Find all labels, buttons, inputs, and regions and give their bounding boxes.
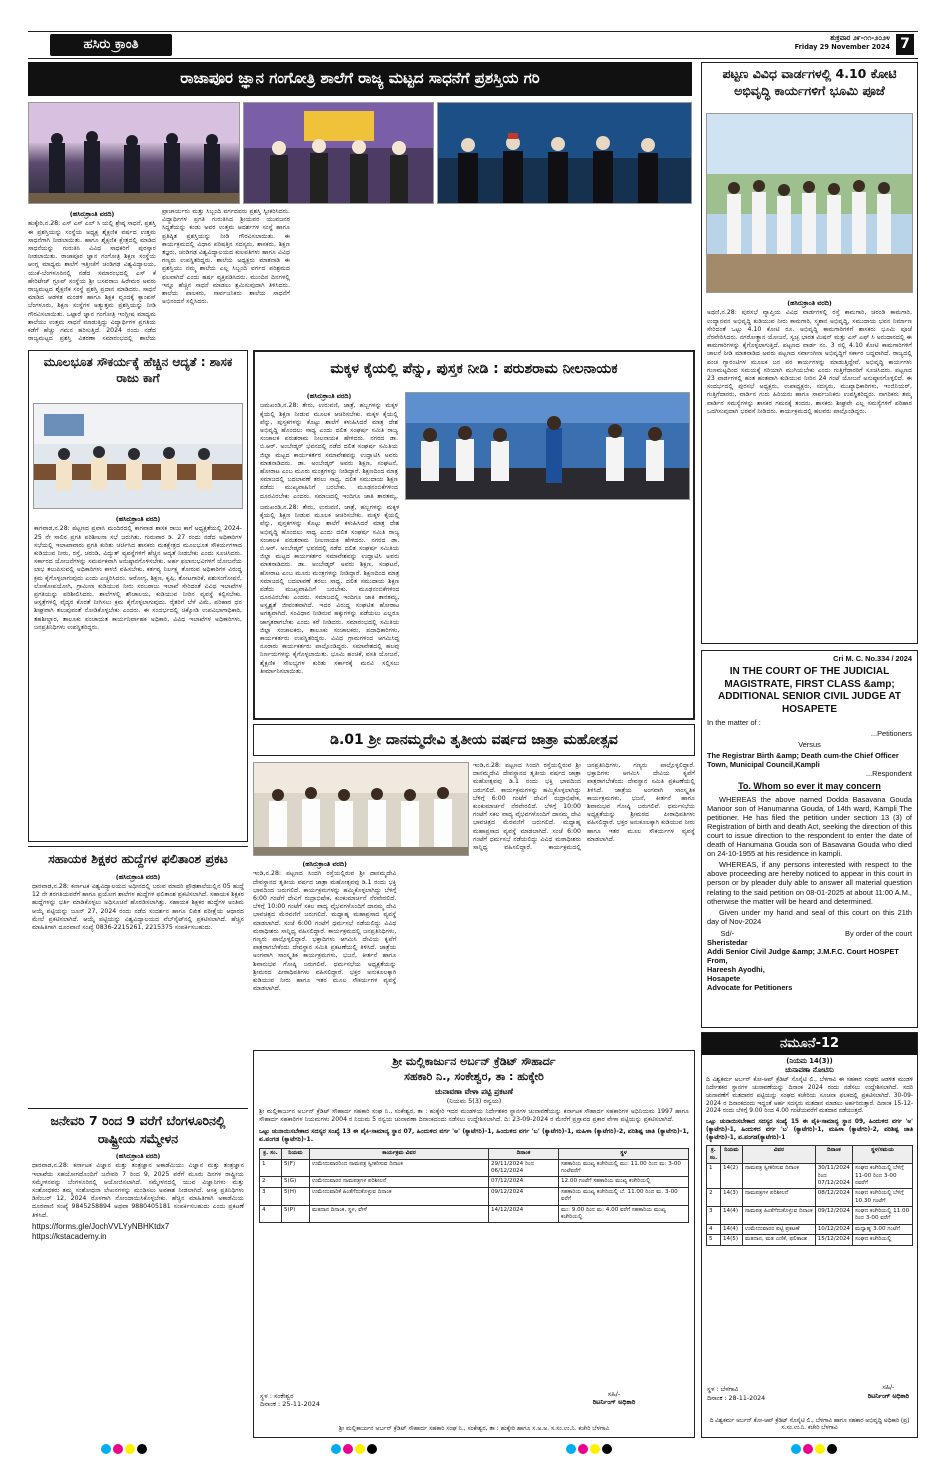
registration-dot-yellow — [125, 1444, 135, 1454]
moolabhootha-box — [28, 350, 248, 842]
form12-officer: ರಿಟರ್ನಿಂಗ್ ಅಧಿಕಾರಿ — [867, 1392, 909, 1400]
mallikarjun-sd: ಸಹಿ/- — [607, 1389, 621, 1398]
rajapura-photo-1 — [28, 102, 240, 204]
registration-dot-magenta — [578, 1444, 588, 1454]
table-row: 1 14(2) ನಾಮಪತ್ರ ಸ್ವೀಕರಿಸುವ ದಿನಾಂಕ 30/11/2024 ರಿಂದ 07/12/2024 ಸಂಘದ ಕಚೇರಿಯಲ್ಲಿ ಬೆಳಿಗ್ಗೆ 11-00 ರಿಂದ 3-00 ರವರೆಗೆ — [707, 1164, 913, 1189]
table-row: 2 14(3) ನಾಮಪತ್ರಗಳ ಪರಿಶೀಲನೆ 08/12/2024 ಸಂಘದ ಕಚೇರಿಯಲ್ಲಿ ಬೆಳಿಗ್ಗೆ 10.30 ಗಂಟೆಗೆ — [707, 1189, 913, 1207]
registration-dot-black — [827, 1444, 837, 1454]
registration-dot-yellow — [590, 1444, 600, 1454]
rajapura-headline: ರಾಜಾಪೂರ ಜ್ಞಾನ ಗಂಗೋತ್ರಿ ಶಾಲೆಗೆ ರಾಜ್ಯ ಮಟ್ಟದ ಸಾಧನೆಗೆ ಪ್ರಶಸ್ತಿಯ ಗರಿ — [28, 62, 692, 96]
table-row: 1 5(F) ಉಮೇದುವಾರರಿಂದ ನಾಮಪತ್ರ ಸ್ವೀಕರಿಸುವ ದಿನಾಂಕ 29/11/2024 ರಿಂದ 06/12/2024 ಸಹಕಾರಿಯ ಮುಖ್ಯ ಕಚೇರಿಯಲ್ಲಿ ಮು: 11.00 ರಿಂದ ಮ: 3-00 ಗಂಟೆವರೆಗೆ — [260, 1159, 689, 1177]
makkala-headline: ಮಕ್ಕಳ ಕೈಯಲ್ಲಿ ಪೆನ್ನು, ಪುಸ್ತಕ ನೀಡಿ : ಪರುಶರಾಮ ನೀಲನಾಯಕ — [330, 361, 618, 377]
registration-dot-magenta — [113, 1444, 123, 1454]
moolabhootha-photo — [33, 403, 243, 509]
registration-dot-black — [137, 1444, 147, 1454]
court-to-whom: To. Whom so ever it may concern — [738, 781, 881, 792]
mallikarjun-table-header: ಕ್ರ. ಸಂ. ನಿಯಮ ಕಾರ್ಯಕ್ರಮ ವಿವರ ದಿನಾಂಕ ಸ್ಥಳ — [260, 1149, 689, 1159]
danamma-headline: ಡಿ.01 ಶ್ರೀ ದಾನಮ್ಮದೇವಿ ತೃತೀಯ ವರ್ಷದ ಜಾತ್ರಾ ಮಹೋತ್ಸವ — [253, 724, 695, 756]
january-credit: (ಹಸಿರುಕ್ರಾಂತಿ ವರದಿ) — [115, 1152, 161, 1160]
mallikarjun-intro: ಶ್ರೀ ಮಲ್ಲಿಕಾರ್ಜುನ ಅರ್ಬನ್ ಕ್ರೆಡಿಟ್ ಸೌಹಾರ್ದ ಸಹಕಾರಿ ಸಂಘ ನಿ., ಸಂಕೇಶ್ವರ, ತಾ : ಹುಕ್ಕೇರಿ ಇದರ ಮಂಡಳಿಯ ನಿರ್ದೇಶಕರ ಸ್ಥಾನಗಳ ಚುನಾವಣೆಯನ್ನು ಕರ್ನಾಟಕ ಸೌಹಾರ್ದ ಸಹಕಾರಿಗಳ ಅಧಿನಿಯಮ 1997 ಹಾಗೂ ಸೌಹಾರ್ದ ಸಹಕಾರಿಗಳ ನಿಯಮಗಳು 2004 ರ ನಿಯಮ 5 ರನ್ವಯ ಚುನಾವಣಾ ದಿನಾಂಕದಂದು ನಡೆಸಲು ಉದ್ದೇಶಿಸಲಾಗಿದೆ. ದಿ: 23-09-2024 ರ ಮೇರೆಗೆ ಪ್ರಸ್ತಾವದ ಪ್ರಕಾರ ವೇಳಾ ಪಟ್ಟಿಯನ್ನು ಪ್ರಕಟಿಸಲಾಗಿದೆ. — [259, 1107, 689, 1123]
table-row: 4 5(P) ಮತದಾನ ದಿನಾಂಕ, ಸ್ಥಳ, ವೇಳೆ 14/12/2024 ಮು: 9.00 ರಿಂದ ಮ: 4.00 ವರೆಗೆ ಸಹಕಾರಿಯ ಮುಖ್ಯ ಕಚೇರಿಯಲ್ಲಿ — [260, 1205, 689, 1223]
masthead-bar — [28, 31, 918, 59]
court-sheristedar: Sheristedar — [707, 937, 748, 947]
form12-sd: ಸಹಿ/- — [882, 1384, 895, 1392]
registration-marks — [0, 1442, 945, 1458]
form12-date: ದಿನಾಂಕ : 28-11-2024 — [707, 1394, 766, 1402]
pattana-box — [701, 62, 918, 644]
mallikarjun-rule: (ನಿಯಮ 5(3) ರನ್ವಯ) — [446, 1096, 502, 1105]
january-box — [28, 1108, 248, 1438]
court-respondent-label: ...Respondent — [865, 769, 912, 779]
danamma-photo — [253, 762, 469, 856]
court-judge-line: Addi Senior Civil Judge &amp; J.M.F.C. Court HOSPET — [707, 946, 899, 956]
mallikarjun-title-1: ಶ್ರೀ ಮಲ್ಲಿಕಾರ್ಜುನ ಅರ್ಬನ್ ಕ್ರೆಡಿಟ್ ಸೌಹಾರ್ದ — [392, 1055, 556, 1068]
registration-dot-cyan — [101, 1444, 111, 1454]
registration-dot-cyan — [566, 1444, 576, 1454]
mallikarjun-title-2: ಸಹಕಾರಿ ನಿ., ಸಂಕೇಶ್ವರ, ತಾ : ಹುಕ್ಕೇರಿ — [404, 1069, 544, 1083]
makkala-box — [253, 350, 695, 720]
january-headline: ಜನೇವರಿ 7 ರಿಂದ 9 ವರೆಗೆ ಬೆಂಗಳೂರಿನಲ್ಲಿ ರಾಷ್ಟ್ರೀಯ ಸಮ್ಮೇಳನ — [50, 1113, 226, 1146]
form12-subtitle: ಚುನಾವಣಾ ನೋಟಿಸು — [785, 1065, 834, 1074]
sahayaka-body: ಧಾರವಾಡ,ನ.28: ಕರ್ನಾಟಕ ವಿಶ್ವವಿದ್ಯಾಲಯದ ಅಧೀನದಲ್ಲಿ ಬರುವ ಮಾದರಿ ಪ್ರೌಢಶಾಲೆಯಲ್ಲಿನ 05 ಹುದ್ದೆ 12 ನೇ ತರಗತಿಯವರೆಗೆ ಹಾಗೂ ಪ್ರಯೋಗ ಶಾಲೆಗಳ ಹುದ್ದೆಗಳ ಫಲಿತಾಂಶ ಪ್ರಕಟಿಸಲಾಗಿದೆ. ಸಹಾಯಕ ಶಿಕ್ಷಕರ ಹುದ್ದೆಗಳನ್ನು ಭರ್ತಿ ಮಾಡಿಕೊಳ್ಳಲು ಅಧಿಸೂಚನೆ ಹೊರಡಿಸಲಾಗಿತ್ತು. ಸಹಾಯಕ ಶಿಕ್ಷಕರ ಹುದ್ದೆಗಳ ಅಂತಿಮ ಆಯ್ಕೆ ಪಟ್ಟಿಯನ್ನು ಜೂನ್ 27, 2024 ರಂದು ನಡೆದ ಸಂದರ್ಶನ ಹಾಗೂ ಲಿಖಿತ ಪರೀಕ್ಷೆಯ ಆಧಾರದ ಮೇಲೆ ಪ್ರಕಟಿಸಲಾಗಿದೆ. ಆಯ್ಕೆ ಪಟ್ಟಿಯನ್ನು ವಿಶ್ವವಿದ್ಯಾಲಯದ ವೆಬ್‍ಸೈಟ್‍ನಲ್ಲಿ ಪ್ರಕಟಿಸಲಾಗಿದೆ. ಹೆಚ್ಚಿನ ಮಾಹಿತಿಗಾಗಿ ದೂರವಾಣಿ ಸಂಖ್ಯೆ 0836-2215261, 2215375 ಸಂಪರ್ಕಿಸಬಹುದು. — [32, 882, 244, 931]
court-name: IN THE COURT OF THE JUDICIAL MAGISTRATE, FIRST CLASS &amp; ADDITIONAL SENIOR CIVIL JUDGE AT HOSAPETE — [718, 666, 901, 715]
rajapura-body: ಹುಕ್ಕೇರಿ,ನ.28: ಎಸ್ ಎಸ್ ಎಲ್ ಸಿ ಯಲ್ಲಿ ಶ್ರೇಷ್ಠ ಸಾಧನೆ, ಪ್ರಶಸ್ತಿ ಈ ಪ್ರಶಸ್ತಿಯನ್ನು ಸಂಸ್ಥೆಯ ಅಧ್ಯಕ್ಷ ಶೈಕ್ಷಣಿಕ ವರ್ಷದ ಉತ್ತಮ ಸಾಧನೆಗಾಗಿ ನೀಡಲಾಯಿತು. ಹಾಗೂ ಶೈಕ್ಷಣಿಕ ಕ್ಷೇತ್ರದಲ್ಲಿ ಮಾಡಿದ ಸಾಧನೆಯನ್ನು ಗುರುತಿಸಿ ವಿವಿಧ ಸಾಧಕರಿಗೆ ಪುರಸ್ಕಾರ ನೀಡಲಾಯಿತು. ರಾಜಾಪೂರ ಜ್ಞಾನ ಗಂಗೋತ್ರಿ ಶಿಕ್ಷಣ ಸಂಸ್ಥೆಯ ಆಂಗ್ಲ ಮಾಧ್ಯಮ ಶಾಲೆಗೆ ಇತ್ತೀಚೆಗೆ ಚಂಡಿಗಢ ವಿಶ್ವವಿದ್ಯಾಲಯ, ಯುಕೆ-ಬೆಂಗಳೂರಿನಲ್ಲಿ ನಡೆದ ಸಮಾರಂಭದಲ್ಲಿ ಎಸ್ ಕೆ ಹೇರಿಟೇಜ್ ಗ್ರೂಪ್ ಸಂಸ್ಥೆಯ ಶ್ರೀ ಬಸವರಾಜ ಹಿರೇಮಠ ಅವರು ರಾಜ್ಯಮಟ್ಟದ ಶೈಕ್ಷಣಿಕ ಸಂಸ್ಥೆ ಪ್ರಶಸ್ತಿ ಪ್ರದಾನ ಮಾಡಿದರು. ಸಾಧನೆ ಮಾಡಿದ ಆಡಳಿತ ಮಂಡಳಿ ಹಾಗೂ ಶಿಕ್ಷಕ ವೃಂದಕ್ಕೆ ಕ್ಯಾಂಪಸ್ ಬೆಂಗಳೂರು, ಶಿಕ್ಷಣ ಸಂಸ್ಥೆಗಳ ಅತ್ಯುತ್ತಮ ಪ್ರಶಸ್ತಿಯನ್ನು ನೀಡಿ ಗೌರವಿಸಲಾಯಿತು. ಒಟ್ಟಾರೆ ಜ್ಞಾನ ಗಂಗೋತ್ರಿ ಇಂಗ್ಲೀಷ ಮಾಧ್ಯಮ ಶಾಲೆಯು ಉತ್ತಮ ಸಾಧನೆ ಮಾಡುತ್ತಿದ್ದು ವಿದ್ಯಾರ್ಥಿಗಳ ಪ್ರಗತಿಯ ಕಡೆಗೆ ಹೆಚ್ಚು ಗಮನ ಹರಿಸುತ್ತಿದೆ. 2024 ರಂದು ನಡೆದ ರಾಜ್ಯಮಟ್ಟದ ಪ್ರಶಸ್ತಿ ವಿತರಣಾ ಸಮಾರಂಭದಲ್ಲಿ ಶಾಲೆಯ ಪ್ರಾಚಾರ್ಯರು ಮತ್ತು ಸಿಬ್ಬಂದಿ ವರ್ಗದವರು ಪ್ರಶಸ್ತಿ ಸ್ವೀಕರಿಸಿದರು. ವಿದ್ಯಾರ್ಥಿಗಳ ಪ್ರಗತಿ ಗುರುತಿಸಿದ ಶ್ರೀಯವರ ಯುವಜನರ ಸಿದ್ಧತೆಯನ್ನು ಕಂಡು ಅವರ ಉತ್ತಮ ಆದರ್ಶಗಳ ಸಂಸ್ಥೆ ಹಾಗೂ ಪ್ರತಿಷ್ಠಿತ ಪ್ರಶಸ್ತಿಯನ್ನು ನೀಡಿ ಗೌರವಿಸಲಾಯಿತು. ಈ ಕಾರ್ಯಕ್ರಮದಲ್ಲಿ ವಿಧಾನ ಪರಿಷತ್ತಿನ ಸದಸ್ಯರು, ಶಾಸಕರು, ಶಿಕ್ಷಣ ತಜ್ಞರು, ಚಂಡಿಗಢ ವಿಶ್ವವಿದ್ಯಾಲಯದ ಕುಲಪತಿಗಳು ಹಾಗೂ ವಿವಿಧ ಗಣ್ಯರು ಉಪಸ್ಥಿತರಿದ್ದರು. ಶಾಲೆಯ ಅಧ್ಯಕ್ಷರು ಮಾತನಾಡಿ ಈ ಪ್ರಶಸ್ತಿಯು ನಮ್ಮ ಶಾಲೆಯ ಎಲ್ಲ ಸಿಬ್ಬಂದಿ ವರ್ಗದ ಪರಿಶ್ರಮದ ಫಲವಾಗಿದೆ ಎಂದು ಹರ್ಷ ವ್ಯಕ್ತಪಡಿಸಿದರು. ಮುಂದಿನ ದಿನಗಳಲ್ಲಿ ಇನ್ನೂ ಹೆಚ್ಚಿನ ಸಾಧನೆ ಮಾಡಲು ಶ್ರಮಿಸುವುದಾಗಿ ತಿಳಿಸಿದರು. ಶಾಲೆಯ ಪಾಲಕರು, ಸಾರ್ವಜನಿಕರು ಶಾಲೆಯ ಸಾಧನೆಗೆ ಅಭಿನಂದನೆ ಸಲ್ಲಿಸಿದರು. — [28, 208, 290, 343]
date-kannada: ಶುಕ್ರವಾರ ೨೯-೧೧-೨೦೨೪ — [830, 34, 890, 42]
table-row: 3 5(H) ಉಮೇದುವಾರಿಕೆ ಹಿಂತೆಗೆದುಕೊಳ್ಳುವ ದಿನಾಂಕ 09/12/2024 ಸಹಕಾರಿಯ ಮುಖ್ಯ ಕಚೇರಿಯಲ್ಲಿ ಬೆ. 11.00 ರಿಂದ ಮ. 3-00 ವರೆಗೆ — [260, 1187, 689, 1205]
form12-rule: (ನಿಯಮ 14(3)) — [786, 1057, 833, 1065]
form12-schedule-table — [706, 1145, 913, 1245]
rajapura-photo-2 — [243, 102, 434, 204]
court-given: Given under my hand and seal of this court on this 21th day of Nov-2024 — [707, 907, 912, 926]
form12-intro: ದಿ ವಿಶ್ವಕರ್ಮ ಅರ್ಬನ್ ಕೋ-ಆಪ್ ಕ್ರೆಡಿಟ್ ಸೊಸೈಟಿ ಲಿ., ಬೆಳಗಾವಿ ಈ ಸಹಕಾರ ಸಂಘದ ಆಡಳಿತ ಮಂಡಳಿ ನಿರ್ದೇಶಕರ ಸ್ಥಾನಗಳ ಚುನಾವಣೆಯನ್ನು ದಿನಾಂಕ 2024 ರಂದು ನಡೆಸಲು ಉದ್ದೇಶಿಸಲಾಗಿದೆ. ಸದರಿ ಚುನಾವಣೆಗೆ ಮತದಾರರ ಪಟ್ಟಿಯನ್ನು ಸಂಘದ ಕಚೇರಿಯ ಸೂಚನಾ ಫಲಕದಲ್ಲಿ ಪ್ರಕಟಿಸಲಾಗಿದೆ. 30-09-2024 ರ ದಿನಾಂಕದಂದು ಇದ್ದಂತೆ ಅರ್ಹ ಸದಸ್ಯರು ಮತದಾನ ಮಾಡಲು ಅರ್ಹರಿರುತ್ತಾರೆ. ದಿನಾಂಕ 15-12-2024 ರಂದು ಬೆಳಿಗ್ಗೆ 9.00 ರಿಂದ 4.00 ಗಂಟೆಯವರೆಗೆ ಮತದಾನ ನಡೆಯುತ್ತದೆ. — [706, 1077, 913, 1115]
sahayaka-credit: (ಹಸಿರುಕ್ರಾಂತಿ ವರದಿ) — [115, 872, 161, 881]
table-row: 3 14(4) ನಾಮಪತ್ರ ಹಿಂತೆಗೆದುಕೊಳ್ಳುವ ದಿನಾಂಕ 09/12/2024 ಸಂಘದ ಕಚೇರಿಯಲ್ಲಿ 11.00 ರಿಂದ 3-00 ವರೆಗೆ — [707, 1207, 913, 1225]
form12-place: ಸ್ಥಳ : ಬೆಳಗಾವಿ — [707, 1386, 739, 1394]
court-versus: Versus — [798, 740, 821, 750]
court-sd: Sd/- — [720, 928, 735, 938]
mallikarjun-society: ಶ್ರೀ ಮಲ್ಲಿಕಾರ್ಜುನ ಅರ್ಬನ್ ಕ್ರೆಡಿಟ್ ಸೌಹಾರ್ದ ಸಹಕಾರಿ ಸಂಘ ನಿ., ಸಂಕೇಶ್ವರ, ತಾ : ಹುಕ್ಕೇರಿ ಹಾಗೂ ಸ.ಅ.ಅ. ಸ.ಸಂ.ಉ.ನಿ. ಕಚೇರಿ ಬೆಳಗಾವಿ — [338, 1425, 610, 1433]
danamma-side-text: ಇಂಡಿ,ನ.28: ಪಟ್ಟಣದ ಸಿಂದಗಿ ರಸ್ತೆಯಲ್ಲಿರುವ ಶ್ರೀ ದಾನಮ್ಮದೇವಿ ದೇವಸ್ಥಾನದ ತೃತೀಯ ವರ್ಷದ ಜಾತ್ರಾ ಮಹೋತ್ಸವವು ಡಿ.1 ರಂದು ಭಕ್ತಿ ಭಾವದಿಂದ ಜರುಗಲಿದೆ. ಕಾರ್ಯಕ್ರಮಗಳನ್ನು ಹಮ್ಮಿಕೊಳ್ಳಲಾಗಿದ್ದು ಬೆಳಿಗ್ಗೆ 6:00 ಗಂಟೆಗೆ ದೇವಿಗೆ ರುದ್ರಾಭಿಷೇಕ, ಕುಂಕುಮಾರ್ಚನೆ ನೆರವೇರಲಿದೆ. ಬೆಳಿಗ್ಗೆ 10:00 ಗಂಟೆಗೆ ಸಕಲ ವಾದ್ಯ ವೈಭವಗಳೊಂದಿಗೆ ದಾನಮ್ಮ ದೇವಿ ಭಾವಚಿತ್ರದ ಮೆರವಣಿಗೆ ಜರುಗಲಿದೆ. ಮಧ್ಯಾಹ್ನ ಮಹಾಪ್ರಸಾದ ವ್ಯವಸ್ಥೆ ಮಾಡಲಾಗಿದೆ. ಸಂಜೆ 6:00 ಗಂಟೆಗೆ ಧರ್ಮಸಭೆ ನಡೆಯಲಿದ್ದು ವಿವಿಧ ಮಠಾಧೀಶರು ಸಾನ್ನಿಧ್ಯ ವಹಿಸಲಿದ್ದಾರೆ. ಕಾರ್ಯಕ್ರಮದಲ್ಲಿ ಜನಪ್ರತಿನಿಧಿಗಳು, ಗಣ್ಯರು ಪಾಲ್ಗೊಳ್ಳಲಿದ್ದಾರೆ. ಭಕ್ತಾದಿಗಳು ಆಗಮಿಸಿ ದೇವಿಯ ಕೃಪೆಗೆ ಪಾತ್ರರಾಗಬೇಕೆಂದು ದೇವಸ್ಥಾನ ಸಮಿತಿ ಪ್ರಕಟಣೆಯಲ್ಲಿ ತಿಳಿಸಿದೆ. ಜಾತ್ರೆಯ ಅಂಗವಾಗಿ ಸಾಂಸ್ಕೃತಿಕ ಕಾರ್ಯಕ್ರಮಗಳು, ಭಜನೆ, ಕೀರ್ತನೆ ಹಾಗೂ ಶಿವಾನುಭವ ಗೋಷ್ಠಿ ಜರುಗಲಿವೆ. ಧರ್ಮಸಭೆಯ ಅಧ್ಯಕ್ಷತೆಯನ್ನು ಶ್ರೀಮಠದ ಪೀಠಾಧಿಪತಿಗಳು ವಹಿಸಲಿದ್ದಾರೆ. ಭಕ್ತರ ಅನುಕೂಲಕ್ಕಾಗಿ ಕುಡಿಯುವ ನೀರು ಹಾಗೂ ಇತರ ಮೂಲ ಸೌಕರ್ಯಗಳ ವ್ಯವಸ್ಥೆ ಮಾಡಲಾಗಿದೆ. — [473, 762, 695, 851]
danamma-body: ಇಂಡಿ,ನ.28: ಪಟ್ಟಣದ ಸಿಂದಗಿ ರಸ್ತೆಯಲ್ಲಿರುವ ಶ್ರೀ ದಾನಮ್ಮದೇವಿ ದೇವಸ್ಥಾನದ ತೃತೀಯ ವರ್ಷದ ಜಾತ್ರಾ ಮಹೋತ್ಸವವು ಡಿ.1 ರಂದು ಭಕ್ತಿ ಭಾವದಿಂದ ಜರುಗಲಿದೆ. ಕಾರ್ಯಕ್ರಮಗಳನ್ನು ಹಮ್ಮಿಕೊಳ್ಳಲಾಗಿದ್ದು ಬೆಳಿಗ್ಗೆ 6:00 ಗಂಟೆಗೆ ದೇವಿಗೆ ರುದ್ರಾಭಿಷೇಕ, ಕುಂಕುಮಾರ್ಚನೆ ನೆರವೇರಲಿದೆ. ಬೆಳಿಗ್ಗೆ 10:00 ಗಂಟೆಗೆ ಸಕಲ ವಾದ್ಯ ವೈಭವಗಳೊಂದಿಗೆ ದಾನಮ್ಮ ದೇವಿ ಭಾವಚಿತ್ರದ ಮೆರವಣಿಗೆ ಜರುಗಲಿದೆ. ಮಧ್ಯಾಹ್ನ ಮಹಾಪ್ರಸಾದ ವ್ಯವಸ್ಥೆ ಮಾಡಲಾಗಿದೆ. ಸಂಜೆ 6:00 ಗಂಟೆಗೆ ಧರ್ಮಸಭೆ ನಡೆಯಲಿದ್ದು ವಿವಿಧ ಮಠಾಧೀಶರು ಸಾನ್ನಿಧ್ಯ ವಹಿಸಲಿದ್ದಾರೆ. ಕಾರ್ಯಕ್ರಮದಲ್ಲಿ ಜನಪ್ರತಿನಿಧಿಗಳು, ಗಣ್ಯರು ಪಾಲ್ಗೊಳ್ಳಲಿದ್ದಾರೆ. ಭಕ್ತಾದಿಗಳು ಆಗಮಿಸಿ ದೇವಿಯ ಕೃಪೆಗೆ ಪಾತ್ರರಾಗಬೇಕೆಂದು ದೇವಸ್ಥಾನ ಸಮಿತಿ ಪ್ರಕಟಣೆಯಲ್ಲಿ ತಿಳಿಸಿದೆ. ಜಾತ್ರೆಯ ಅಂಗವಾಗಿ ಸಾಂಸ್ಕೃತಿಕ ಕಾರ್ಯಕ್ರಮಗಳು, ಭಜನೆ, ಕೀರ್ತನೆ ಹಾಗೂ ಶಿವಾನುಭವ ಗೋಷ್ಠಿ ಜರುಗಲಿವೆ. ಧರ್ಮಸಭೆಯ ಅಧ್ಯಕ್ಷತೆಯನ್ನು ಶ್ರೀಮಠದ ಪೀಠಾಧಿಪತಿಗಳು ವಹಿಸಲಿದ್ದಾರೆ. ಭಕ್ತರ ಅನುಕೂಲಕ್ಕಾಗಿ ಕುಡಿಯುವ ನೀರು ಹಾಗೂ ಇತರ ಮೂಲ ಸೌಕರ್ಯಗಳ ವ್ಯವಸ್ಥೆ ಮಾಡಲಾಗಿದೆ. — [253, 870, 397, 993]
mallikarjun-subtitle: ಚುನಾವಣಾ ವೇಳಾ ಪಟ್ಟಿ ಪ್ರಕಟಣೆ — [435, 1087, 513, 1097]
registration-dot-yellow — [815, 1444, 825, 1454]
mallikarjun-officer: ರಿಟರ್ನಿಂಗ್ ಅಧಿಕಾರಿ — [592, 1398, 636, 1407]
table-row: 2 5(G) ಉಮೇದುವಾರರ ನಾಮಪತ್ರಗಳ ಪರಿಶೀಲನೆ 07/12/2024 12.00 ಗಂಟೆಗೆ ಸಹಕಾರಿಯ ಮುಖ್ಯ ಕಚೇರಿಯಲ್ಲಿ — [260, 1177, 689, 1187]
pattana-photo — [706, 113, 913, 293]
danamma-article — [253, 858, 695, 1044]
makkala-body: ಜಮಖಂಡಿ,ನ.28: ತೇರು, ಉರುವಣಿ, ಜಾತ್ರೆ, ಹಬ್ಬಗಳನ್ನು ಮಕ್ಕಳ ಕೈಯಲ್ಲಿ ಶಿಕ್ಷಣ ನೀಡುವ ಮೂಲಕ ಆಚರಿಸಬೇಕು. ಮಕ್ಕಳ ಕೈಯಲ್ಲಿ ಪೆನ್ನು, ಪುಸ್ತಕಗಳನ್ನು ಕೊಟ್ಟು ಶಾಲೆಗೆ ಕಳುಹಿಸಿದರೆ ಮಾತ್ರ ದೇಶ ಅಭಿವೃದ್ಧಿ ಹೊಂದಲು ಸಾಧ್ಯ ಎಂದು ದಲಿತ ಸಂಘರ್ಷ ಸಮಿತಿ ರಾಜ್ಯ ಸಂಚಾಲಕ ಪರುಶರಾಮ ನೀಲನಾಯಕ ಹೇಳಿದರು. ನಗರದ ಡಾ. ಬಿ.ಆರ್. ಅಂಬೇಡ್ಕರ್ ಭವನದಲ್ಲಿ ನಡೆದ ದಲಿತ ಸಂಘರ್ಷ ಸಮಿತಿಯ ಜಿಲ್ಲಾ ಮಟ್ಟದ ಕಾರ್ಯಕರ್ತರ ಸಮಾವೇಶವನ್ನು ಉದ್ಘಾಟಿಸಿ ಅವರು ಮಾತನಾಡಿದರು. ಡಾ. ಅಂಬೇಡ್ಕರ್ ಅವರು ಶಿಕ್ಷಣ, ಸಂಘಟನೆ, ಹೋರಾಟ ಎಂಬ ಮೂರು ಮಂತ್ರಗಳನ್ನು ನೀಡಿದ್ದಾರೆ. ಶಿಕ್ಷಣದಿಂದ ಮಾತ್ರ ಸಮಾಜದಲ್ಲಿ ಬದಲಾವಣೆ ತರಲು ಸಾಧ್ಯ. ದಲಿತ ಸಮುದಾಯ ಶಿಕ್ಷಣ ಪಡೆದು ಮುಖ್ಯವಾಹಿನಿಗೆ ಬರಬೇಕು. ಮೂಢನಂಬಿಕೆಗಳಿಂದ ದೂರವಿರಬೇಕು ಎಂದರು. ಸಮಾಜದಲ್ಲಿ ಇಂದಿಗೂ ಜಾತಿ ತಾರತಮ್ಯ, ಅಸ್ಪೃಶ್ಯತೆ ಜೀವಂತವಾಗಿದೆ. ಇದರ ವಿರುದ್ಧ ಸಂಘಟಿತ ಹೋರಾಟ ಅಗತ್ಯವಾಗಿದೆ. ಸಂವಿಧಾನ ನೀಡಿರುವ ಹಕ್ಕುಗಳನ್ನು ಪಡೆಯಲು ಎಲ್ಲರೂ ಜಾಗೃತರಾಗಬೇಕು ಎಂದು ಕರೆ ನೀಡಿದರು. ಸಮಾರಂಭದಲ್ಲಿ ಸಮಿತಿಯ ಜಿಲ್ಲಾ ಸಂಚಾಲಕರು, ತಾಲೂಕು ಸಂಚಾಲಕರು, ಪದಾಧಿಕಾರಿಗಳು, ಕಾರ್ಯಕರ್ತರು ಉಪಸ್ಥಿತರಿದ್ದರು. ವಿವಿಧ ಗ್ರಾಮಗಳಿಂದ ಆಗಮಿಸಿದ್ದ ನೂರಾರು ಕಾರ್ಯಕರ್ತರು ಪಾಲ್ಗೊಂಡಿದ್ದರು. ಸಮಾವೇಶದಲ್ಲಿ ಹಲವು ನಿರ್ಣಯಗಳನ್ನು ಕೈಗೊಳ್ಳಲಾಯಿತು. ಭೂಮಿ ಹಂಚಿಕೆ, ವಸತಿ ಯೋಜನೆ, ಶೈಕ್ಷಣಿಕ ಸೌಲಭ್ಯಗಳ ಕುರಿತು ಸರ್ಕಾರಕ್ಕೆ ಮನವಿ ಸಲ್ಲಿಸಲು ತೀರ್ಮಾನಿಸಲಾಯಿತು. — [260, 504, 400, 675]
date-english: Friday 29 November 2024 — [794, 43, 890, 52]
makkala-body-lead: ಜಮಖಂಡಿ,ನ.28: ತೇರು, ಉರುವಣಿ, ಜಾತ್ರೆ, ಹಬ್ಬಗಳನ್ನು ಮಕ್ಕಳ ಕೈಯಲ್ಲಿ ಶಿಕ್ಷಣ ನೀಡುವ ಮೂಲಕ ಆಚರಿಸಬೇಕು. ಮಕ್ಕಳ ಕೈಯಲ್ಲಿ ಪೆನ್ನು, ಪುಸ್ತಕಗಳನ್ನು ಕೊಟ್ಟು ಶಾಲೆಗೆ ಕಳುಹಿಸಿದರೆ ಮಾತ್ರ ದೇಶ ಅಭಿವೃದ್ಧಿ ಹೊಂದಲು ಸಾಧ್ಯ ಎಂದು ದಲಿತ ಸಂಘರ್ಷ ಸಮಿತಿ ರಾಜ್ಯ ಸಂಚಾಲಕ ಪರುಶರಾಮ ನೀಲನಾಯಕ ಹೇಳಿದರು. ನಗರದ ಡಾ. ಬಿ.ಆರ್. ಅಂಬೇಡ್ಕರ್ ಭವನದಲ್ಲಿ ನಡೆದ ದಲಿತ ಸಂಘರ್ಷ ಸಮಿತಿಯ ಜಿಲ್ಲಾ ಮಟ್ಟದ ಕಾರ್ಯಕರ್ತರ ಸಮಾವೇಶವನ್ನು ಉದ್ಘಾಟಿಸಿ ಅವರು ಮಾತನಾಡಿದರು. ಡಾ. ಅಂಬೇಡ್ಕರ್ ಅವರು ಶಿಕ್ಷಣ, ಸಂಘಟನೆ, ಹೋರಾಟ ಎಂಬ ಮೂರು ಮಂತ್ರಗಳನ್ನು ನೀಡಿದ್ದಾರೆ. ಶಿಕ್ಷಣದಿಂದ ಮಾತ್ರ ಸಮಾಜದಲ್ಲಿ ಬದಲಾವಣೆ ತರಲು ಸಾಧ್ಯ. ದಲಿತ ಸಮುದಾಯ ಶಿಕ್ಷಣ ಪಡೆದು ಮುಖ್ಯವಾಹಿನಿಗೆ ಬರಬೇಕು. ಮೂಢನಂಬಿಕೆಗಳಿಂದ ದೂರವಿರಬೇಕು ಎಂದರು. ಸಮಾಜದಲ್ಲಿ ಇಂದಿಗೂ ಜಾತಿ ತಾರತಮ್ಯ, — [260, 402, 398, 500]
registration-dot-black — [602, 1444, 612, 1454]
court-by-order: By order of the court — [845, 928, 912, 938]
court-advocate-for: Advocate for Petitioners — [707, 982, 793, 992]
makkala-photo — [405, 392, 690, 500]
january-body: ಧಾರವಾಡ,ನ.28: ಕರ್ನಾಟಕ ವಿಜ್ಞಾನ ಮತ್ತು ತಂತ್ರಜ್ಞಾನ ಅಕಾಡೆಮಿಯು ವಿಜ್ಞಾನ ಮತ್ತು ತಂತ್ರಜ್ಞಾನ ಇಲಾಖೆಯ ಸಹಯೋಗದೊಂದಿಗೆ ಜನೇವರಿ 7 ರಿಂದ 9, 2025 ವರೆಗೆ ಮೂರು ದಿನಗಳ ರಾಷ್ಟ್ರೀಯ ಸಮ್ಮೇಳನವನ್ನು ಬೆಂಗಳೂರಿನಲ್ಲಿ ಆಯೋಜಿಸಲಾಗಿದೆ. ಸಮ್ಮೇಳನದಲ್ಲಿ ಯುವ ವಿಜ್ಞಾನಿಗಳು ಮತ್ತು ಸಂಶೋಧಕರು ತಮ್ಮ ಸಂಶೋಧನಾ ಲೇಖನಗಳನ್ನು ಮಂಡಿಸಲು ಅವಕಾಶ ನೀಡಲಾಗಿದೆ. ಆಸಕ್ತ ಪ್ರತಿನಿಧಿಗಳು ಡಿಸೆಂಬರ್ 12, 2024 ರೊಳಗಾಗಿ ನೋಂದಾಯಿಸಿಕೊಳ್ಳಬೇಕು. ಹೆಚ್ಚಿನ ಮಾಹಿತಿಗಾಗಿ ಅಕಾಡೆಮಿಯ ದೂರವಾಣಿ ಸಂಖ್ಯೆ 9845258894 ಅಥವಾ 9880405181 ಸಂಪರ್ಕಿಸಬಹುದು ಎಂದು ಪ್ರಕಟಣೆ ತಿಳಿಸಿದೆ. — [32, 1162, 244, 1219]
registration-dot-cyan — [791, 1444, 801, 1454]
pattana-body: ಅಥಣಿ,ನ.28: ಪುರಸಭೆ ವ್ಯಾಪ್ತಿಯ ವಿವಿಧ ವಾರ್ಡಗಳಲ್ಲಿ ರಸ್ತೆ ಕಾಮಗಾರಿ, ಚರಂಡಿ ಕಾಮಗಾರಿ, ಉದ್ಯಾನವನ ಅಭಿವೃದ್ಧಿ ಕುಡಿಯುವ ನೀರು ಕಾಮಗಾರಿ, ಸ್ಮಶಾನ ಅಭಿವೃದ್ಧಿ, ಸಮುದಾಯ ಭವನ ನಿರ್ಮಾಣ ಸೇರಿದಂತೆ ಒಟ್ಟು 4.10 ಕೋಟಿ ರೂ. ಅಭಿವೃದ್ಧಿ ಕಾಮಗಾರಿಗಳಿಗೆ ಶಾಸಕರು ಭೂಮಿ ಪೂಜೆ ನೆರವೇರಿಸಿದರು. ನಗರೋತ್ಥಾನ ಯೋಜನೆ, ಸ್ವಚ್ಛ ಭಾರತ ಮಿಷನ್ ಮತ್ತು ಎಸ್ ಎಫ್ ಸಿ ಅನುದಾನದಲ್ಲಿ ಈ ಕಾಮಗಾರಿಗಳನ್ನು ಕೈಗೊಳ್ಳಲಾಗುತ್ತಿದೆ. ಪಟ್ಟಣದ ವಾರ್ಡ ನಂ. 3 ರಲ್ಲಿ 4.10 ಕೋಟಿ ಕಾಮಗಾರಿಗಳಿಗೆ ಚಾಲನೆ ನೀಡಿ ಮಾತನಾಡಿದ ಅವರು ಪಟ್ಟಣದ ಸರ್ವಾಂಗೀಣ ಅಭಿವೃದ್ಧಿಗೆ ಸರ್ಕಾರ ಬದ್ಧವಾಗಿದೆ. ರಾಜ್ಯದಲ್ಲಿ ಪಂಚ ಗ್ಯಾರಂಟಿಗಳ ಮೂಲಕ ಜನ ಪರ ಕಾರ್ಯಗಳನ್ನು ಮಾಡುತ್ತಿದ್ದೇವೆ. ಅಭಿವೃದ್ಧಿ ಕಾರ್ಯಗಳು ಗುಣಮಟ್ಟದಿಂದ ಸಮಯಕ್ಕೆ ಸರಿಯಾಗಿ ಮುಗಿಯಬೇಕು ಎಂದು ಗುತ್ತಿಗೆದಾರರಿಗೆ ಸೂಚಿಸಿದರು. ಪಟ್ಟಣದ 23 ವಾರ್ಡಗಳಲ್ಲಿ ಹಂತ ಹಂತವಾಗಿ ಕುಡಿಯುವ ನೀರಿನ 24 ಗಂಟೆ ಯೋಜನೆ ಅನುಷ್ಠಾನಗೊಳ್ಳಲಿದೆ. ಈ ಸಂದರ್ಭದಲ್ಲಿ ಪುರಸಭೆ ಅಧ್ಯಕ್ಷರು, ಉಪಾಧ್ಯಕ್ಷರು, ಸದಸ್ಯರು, ಮುಖ್ಯಾಧಿಕಾರಿಗಳು, ಇಂಜಿನಿಯರ್, ಗುತ್ತಿಗೆದಾರರು, ವಾರ್ಡಿನ ಗುರು ಹಿರಿಯರು ಹಾಗೂ ಸಾರ್ವಜನಿಕರು ಉಪಸ್ಥಿತರಿದ್ದರು. ನಾಗರಿಕರು ತಮ್ಮ ವಾರ್ಡಿನ ಸಮಸ್ಯೆಗಳನ್ನು ಶಾಸಕರ ಗಮನಕ್ಕೆ ತಂದರು. ಶಾಸಕರು ಶೀಘ್ರವೇ ಎಲ್ಲ ಸಮಸ್ಯೆಗಳಿಗೆ ಪರಿಹಾರ ಒದಗಿಸುವುದಾಗಿ ಭರವಸೆ ನೀಡಿದರು. ಕಾರ್ಯಕ್ರಮದಲ್ಲಿ ಹಲವರು ಪಾಲ್ಗೊಂಡಿದ್ದರು. — [707, 309, 912, 415]
mallikarjun-seats: ಒಟ್ಟು ಚುನಾಯಿಸಬೇಕಾದ ಸದಸ್ಯರ ಸಂಖ್ಯೆ 13 ಈ ಪೈಕಿ-ಸಾಮಾನ್ಯ ಸ್ಥಾನ 07, ಹಿಂದುಳಿದ ವರ್ಗ 'ಅ' (ಕ್ಯಾಟೆಗರಿ)-1, ಹಿಂದುಳಿದ ವರ್ಗ 'ಬ' (ಕ್ಯಾಟೆಗರಿ)-1, ಮಹಿಳಾ (ಕ್ಯಾಟೆಗರಿ)-2, ಪರಿಶಿಷ್ಟ ಜಾತಿ (ಕ್ಯಾಟೆಗರಿ)-1, ಪ.ಪಂಗಡ (ಕ್ಯಾಟೆಗರಿ)-1. — [259, 1127, 689, 1144]
mallikarjun-notice — [253, 1050, 695, 1438]
mallikarjun-date: ದಿನಾಂಕ : 25-11-2024 — [260, 1400, 321, 1409]
rajapura-photo-3 — [437, 102, 692, 204]
pattana-headline: ಪಟ್ಟಣ ವಿವಿಧ ವಾರ್ಡಗಳಲ್ಲಿ 4.10 ಕೋಟಿ ಅಭಿವೃದ್ಧಿ ಕಾರ್ಯಗಳಿಗೆ ಭೂಮಿ ಪೂಜೆ — [722, 66, 897, 98]
registration-dot-black — [367, 1444, 377, 1454]
pattana-credit: (ಹಸಿರುಕ್ರಾಂತಿ ವರದಿ) — [787, 299, 832, 307]
table-row: 4 14(4) ಉಮೇದುವಾರರ ಪಟ್ಟಿ ಪ್ರಕಟಣೆ 10/12/2024 ಮಧ್ಯಾಹ್ನ 3.00 ಗಂಟೆಗೆ — [707, 1224, 913, 1234]
rajapura-credit: (ಹಸಿರುಕ್ರಾಂತಿ ವರದಿ) — [69, 210, 115, 218]
court-petitioners-label: ...Petitioners — [870, 729, 912, 739]
rajapura-article — [28, 208, 692, 346]
court-whereas-1: WHEREAS the above named Dodda Basavana Gouda Manoor son of Hanumanna Gouda, of 14th ward, Kampli The petitioner. He has filed the petition under section 13 (3) of Registration of birth and death Act, seeking the direction of this court to issue direction to the respondent to enter the date of death of Hanumana Gouda son of Basavana Gouda who died on 24-10-1955 at his residence in kampli. — [707, 795, 913, 859]
january-link-forms[interactable]: https://forms.gle/JochVVLYyNBHKtdx7 — [32, 1221, 170, 1231]
mallikarjun-schedule-table — [259, 1148, 689, 1223]
court-matter-of: In the matter of : — [707, 718, 761, 728]
form12-notice — [701, 1032, 918, 1438]
registration-dot-yellow — [355, 1444, 365, 1454]
table-row: 5 14(5) ಮತದಾನ, ಮತ ಎಣಿಕೆ, ಫಲಿತಾಂಶ 15/12/2024 ಸಂಘದ ಕಚೇರಿಯಲ್ಲಿ — [707, 1235, 913, 1245]
court-case-no: Cri M. C. No.334 / 2024 — [833, 654, 912, 663]
court-place: Hosapete — [707, 973, 741, 983]
moolabhootha-body: ಕಾಗವಾಡ,ನ.28: ಪಟ್ಟಣದ ಪ್ರವಾಸಿ ಮಂದಿರದಲ್ಲಿ ಕಾಗವಾಡ ಶಾಸಕ ರಾಜು ಕಾಗೆ ಅಧ್ಯಕ್ಷತೆಯಲ್ಲಿ 2024-25 ನೇ ಸಾಲಿನ ಪ್ರಗತಿ ಪರಿಶೀಲನಾ ಸಭೆ ಜರುಗಿತು. ಗುರುವಾರ ಡಿ. 27 ರಂದು ನಡೆದ ಅಧಿಕಾರಿಗಳ ಸಭೆಯಲ್ಲಿ ಇಲಾಖಾವಾರು ಪ್ರಗತಿ ಕುರಿತು ಚರ್ಚಿಸಿದ ಶಾಸಕರು ಮತಕ್ಷೇತ್ರದ ಮೂಲಭೂತ ಸೌಕರ್ಯಗಳಾದ ಕುಡಿಯುವ ನೀರು, ರಸ್ತೆ, ಚರಂಡಿ, ವಿದ್ಯುತ್ ವ್ಯವಸ್ಥೆಗಳಿಗೆ ಹೆಚ್ಚಿನ ಆದ್ಯತೆ ನೀಡಬೇಕು ಎಂದು ಸೂಚಿಸಿದರು. ಸರ್ಕಾರದ ಯೋಜನೆಗಳನ್ನು ಸಮರ್ಪಕವಾಗಿ ಅನುಷ್ಠಾನಗೊಳಿಸಬೇಕು. ಅರ್ಹ ಫಲಾನುಭವಿಗಳಿಗೆ ಯೋಜನೆಯ ಲಾಭ ತಲುಪಿಸುವಲ್ಲಿ ಅಧಿಕಾರಿಗಳು ಕಾಳಜಿ ವಹಿಸಬೇಕು. ಕರ್ತವ್ಯ ನಿರ್ಲಕ್ಷ್ಯ ತೋರುವ ಅಧಿಕಾರಿಗಳ ವಿರುದ್ಧ ಕ್ರಮ ಕೈಗೊಳ್ಳಲಾಗುವುದು ಎಂದು ಎಚ್ಚರಿಸಿದರು. ಆರೋಗ್ಯ, ಶಿಕ್ಷಣ, ಕೃಷಿ, ತೋಟಗಾರಿಕೆ, ಪಶುಸಂಗೋಪನೆ, ಲೋಕೋಪಯೋಗಿ, ಗ್ರಾಮೀಣ ಕುಡಿಯುವ ನೀರು ಸರಬರಾಜು ಇಲಾಖೆ ಸೇರಿದಂತೆ ವಿವಿಧ ಇಲಾಖೆಗಳ ಪ್ರಗತಿಯನ್ನು ಪರಿಶೀಲಿಸಿದರು. ಶಾಲೆಗಳಲ್ಲಿ ಶೌಚಾಲಯ, ಕುಡಿಯುವ ನೀರಿನ ವ್ಯವಸ್ಥೆ ಕಲ್ಪಿಸಬೇಕು. ಆಸ್ಪತ್ರೆಗಳಲ್ಲಿ ವೈದ್ಯರ ಕೊರತೆ ನೀಗಿಸಲು ಕ್ರಮ ಕೈಗೊಳ್ಳಲಾಗುವುದು. ರೈತರಿಗೆ ಬೆಳೆ ವಿಮೆ, ಪರಿಹಾರ ಧನ ಶೀಘ್ರವಾಗಿ ತಲುಪುವಂತೆ ನೋಡಿಕೊಳ್ಳಬೇಕು ಎಂದರು. ಈ ಸಂದರ್ಭದಲ್ಲಿ ಚಿಕ್ಕೋಡಿ ಉಪವಿಭಾಗಾಧಿಕಾರಿ, ತಹಶೀಲ್ದಾರ, ತಾಲೂಕು ಪಂಚಾಯತ ಕಾರ್ಯನಿರ್ವಾಹಕ ಅಧಿಕಾರಿ, ವಿವಿಧ ಇಲಾಖೆಗಳ ಅಧಿಕಾರಿಗಳು, ಜನಪ್ರತಿನಿಧಿಗಳು ಉಪಸ್ಥಿತರಿದ್ದರು. — [34, 525, 242, 631]
moolabhootha-headline: ಮೂಲಭೂತ ಸೌಕರ್ಯಕ್ಕೆ ಹೆಚ್ಚಿನ ಆದ್ಯತೆ : ಶಾಸಕ ರಾಜು ಕಾಗೆ — [43, 355, 233, 386]
court-whereas-2: WHEREAS, if any persons interested with respect to the above proceeding are hereby noticed to appear in this court in person or by pleader duly able to answer all material question relating to the said petition on 08-01-2025 at about 11:00 A.M., otherwise the matter will be heard and determined. — [707, 860, 912, 906]
registration-dot-cyan — [331, 1444, 341, 1454]
form12-title: ನಮೂನೆ-12 — [702, 1033, 917, 1055]
court-respondent: The Registrar Birth &amp; Death cum-the Chief Officer Town, Municipal Council,Kampli — [707, 751, 899, 770]
registration-dot-magenta — [803, 1444, 813, 1454]
paper-name-logo: ಹಸಿರು ಕ್ರಾಂತಿ — [50, 34, 172, 56]
mallikarjun-place: ಸ್ಥಳ : ಸಂಕೇಶ್ವರ — [260, 1391, 294, 1400]
sahayaka-headline: ಸಹಾಯಕ ಶಿಕ್ಷಕರ ಹುದ್ದೆಗಳ ಫಲಿತಾಂಶ ಪ್ರಕಟ — [48, 851, 228, 866]
danamma-credit: (ಹಸಿರುಕ್ರಾಂತಿ ವರದಿ) — [302, 860, 347, 868]
registration-dot-magenta — [343, 1444, 353, 1454]
form12-seats: ಒಟ್ಟು ಚುನಾಯಿಸಬೇಕಾದ ಸದಸ್ಯರ ಸಂಖ್ಯೆ 15 ಈ ಪೈಕಿ-ಸಾಮಾನ್ಯ ಸ್ಥಾನ 09, ಹಿಂದುಳಿದ ವರ್ಗ 'ಅ' (ಕ್ಯಾಟೆಗರಿ)-1, ಹಿಂದುಳಿದ ವರ್ಗ 'ಬ' (ಕ್ಯಾಟೆಗರಿ)-1, ಮಹಿಳಾ (ಕ್ಯಾಟೆಗರಿ)-2, ಪರಿಶಿಷ್ಟ ಜಾತಿ (ಕ್ಯಾಟೆಗರಿ)-1, ಪ.ಪಂಗಡ(ಕ್ಯಾಟೆಗರಿ)-1 — [706, 1119, 913, 1141]
form12-table-header: ಕ್ರ. ಸಂ. ನಿಯಮ ವಿವರ ದಿನಾಂಕ ಸ್ಥಳ/ಸಮಯ — [707, 1146, 913, 1164]
makkala-credit: (ಹಸಿರುಕ್ರಾಂತಿ ವರದಿ) — [306, 392, 352, 400]
court-advocate-name: Hareesh Ayodhi, — [707, 964, 765, 974]
page-number: 7 — [896, 34, 914, 55]
court-notice — [701, 650, 918, 1028]
january-link-kst[interactable]: https://kstacademy.in — [32, 1232, 107, 1242]
sahayaka-box — [28, 846, 248, 1108]
moolabhootha-credit: (ಹಸಿರುಕ್ರಾಂತಿ ವರದಿ) — [115, 515, 161, 523]
court-from: From, — [707, 955, 728, 965]
form12-society: ದಿ ವಿಶ್ವಕರ್ಮ ಅರ್ಬನ್ ಕೋ-ಆಪ್ ಕ್ರೆಡಿಟ್ ಸೊಸೈಟಿ ಲಿ., ಬೆಳಗಾವಿ ಹಾಗೂ ಸಹಕಾರ ಅಭಿವೃದ್ಧಿ ಅಧಿಕಾರಿ (ಪ್ರ) ಸ.ಸಂ.ಉ.ನಿ. ಕಚೇರಿ ಬೆಳಗಾವಿ — [709, 1417, 910, 1432]
